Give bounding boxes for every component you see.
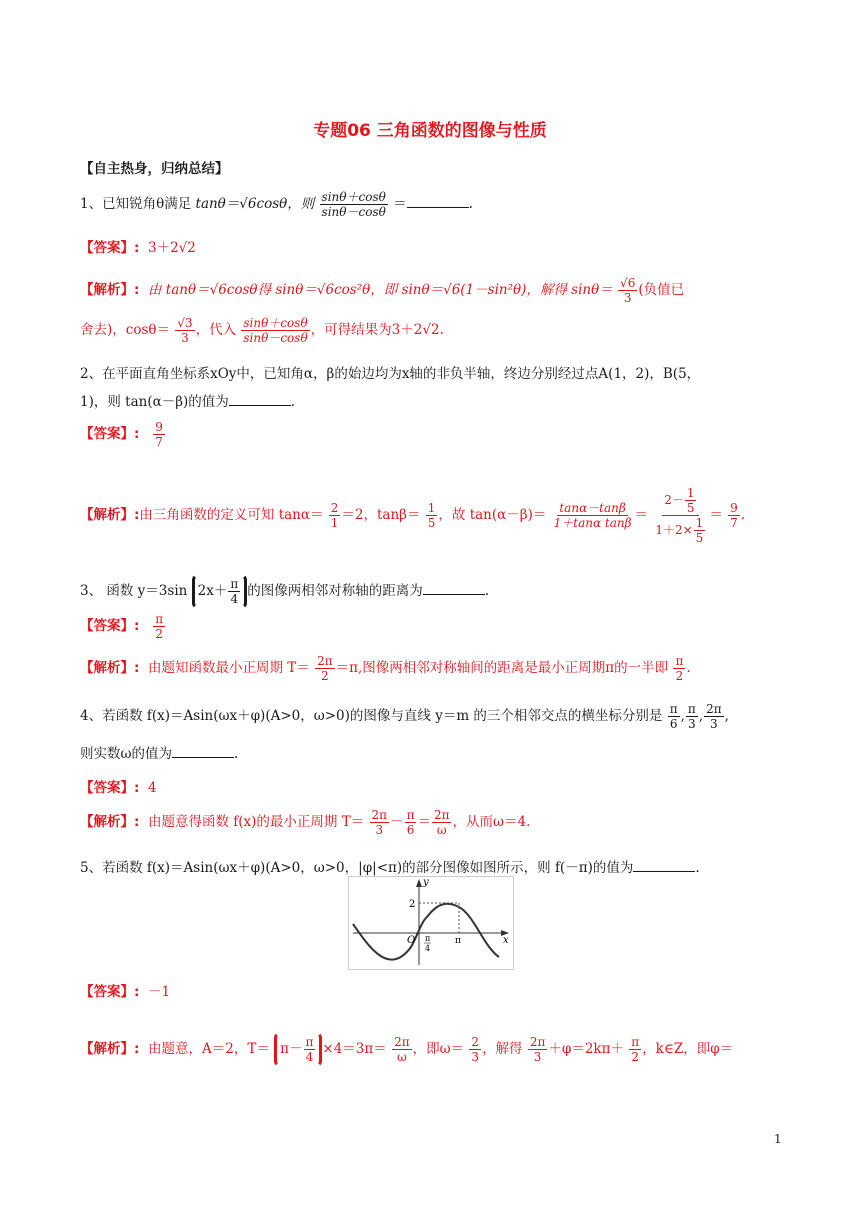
label-two: 2 [409,899,416,910]
analysis-3: 【解析】: 由题知函数最小正周期 T＝ $\frac{2\pi}{2}$ ＝π,图像两相邻对称轴间的距离是最小正周期π的一半即 $\frac{\pi}{2}$ . [80,654,691,683]
x-label: x [503,935,509,946]
y-label: y [423,877,429,888]
section-heading: 【自主热身，归纳总结】 [80,161,229,177]
analysis-5: 【解析】: 由题意，A＝2，T＝ π－ $\frac{\pi}{4}$ ×4＝3π＝ $\frac{2\pi}{\omega}$ ，即ω＝ $\frac{2}{3}$ ，解得 $\frac{2\pi}{3}$ ＋φ＝2kπ＋ $\frac{\pi}{2}$ ，k∈Z，即φ＝ [80,1032,733,1067]
label-pi4-num: π [425,934,431,943]
label-origin: O [407,935,416,946]
answer-5: 【答案】: －1 [80,984,171,1000]
sine-graph-figure [348,876,514,970]
question-2-line1: 2、在平面直角坐标系xOy中，已知角α，β的始边均为x轴的非负半轴，终边分别经过点A(1，2)，B(5， [80,366,701,382]
answer-4: 【答案】: 4 [80,780,157,796]
y-arrow [416,879,422,887]
sine-graph [349,877,513,969]
answer-2: 【答案】: $\frac{9}{7}$ [80,420,163,449]
label-pi: π [455,936,461,946]
answer-3: 【答案】: $\frac{\pi}{2}$ [80,612,164,641]
page-number: 1 [774,1132,782,1146]
analysis-1-cont: 舍去)，cosθ＝ $\frac{√3}{3}$ ，代入 $\frac{\sin\theta+\cos\theta}{\sin\theta-\cos\theta}$ ，可得结果为3＋2√2. [80,316,444,345]
analysis-1: 【解析】: 由 tanθ＝√6cosθ得 sinθ＝√6cos²θ，即 sinθ＝√6(1－sin²θ)，解得 sinθ＝ $\frac{√6}{3}$ (负值已 [80,276,685,305]
analysis-4: 【解析】: 由题意得函数 f(x)的最小正周期 T＝ $\frac{2\pi}{3}$ － $\frac{\pi}{6}$ ＝ $\frac{2\pi}{\omega}$ ，从而ω＝4. [80,808,531,837]
question-3: 3、 函数 y＝3sin 2x＋ $\frac{\pi}{4}$ 的图像两相邻对称轴的距离为 . [80,574,489,609]
analysis-2: 【解析】:由三角函数的定义可知 tanα＝ $\frac{2}{1}$ ＝2，tanβ＝ $\frac{1}{5}$ ，故 tan(α－β)＝ $\frac{\tan\alpha-\tan\beta}{\text{1＋tanα tanβ}}$ ＝ 2－ $\frac{1}{5}$ 1＋2× $\frac{1}{5}$ ＝ $\frac{9}{7}$ . [80,486,746,545]
label-pi4-den: 4 [425,944,431,953]
question-4-line2: 则实数ω的值为 . [80,746,239,762]
answer-1: 【答案】: 3＋2√2 [80,240,196,256]
page-title: 专题06 三角函数的图像与性质 [313,121,547,141]
question-1: 1、已知锐角θ满足 tanθ＝√6cosθ，则 $\frac{\sin\theta+\cos\theta}{\sin\theta-\cos\theta}$ ＝ . [80,190,473,219]
question-5: 5、若函数 f(x)＝Asin(ωx＋φ)(A>0，ω>0，|φ|<π)的部分图像如图所示，则 f(－π)的值为 . [80,860,700,876]
question-2-line2: 1)，则 tan(α－β)的值为 . [80,394,296,410]
question-4-line1: 4、若函数 f(x)＝Asin(ωx＋φ)(A>0，ω>0)的图像与直线 y＝m 的三个相邻交点的横坐标分别是 $\frac{\pi}{6}$ , $\frac{\pi}{3}$ , $\frac{2\pi}{3}$ , [80,702,729,731]
